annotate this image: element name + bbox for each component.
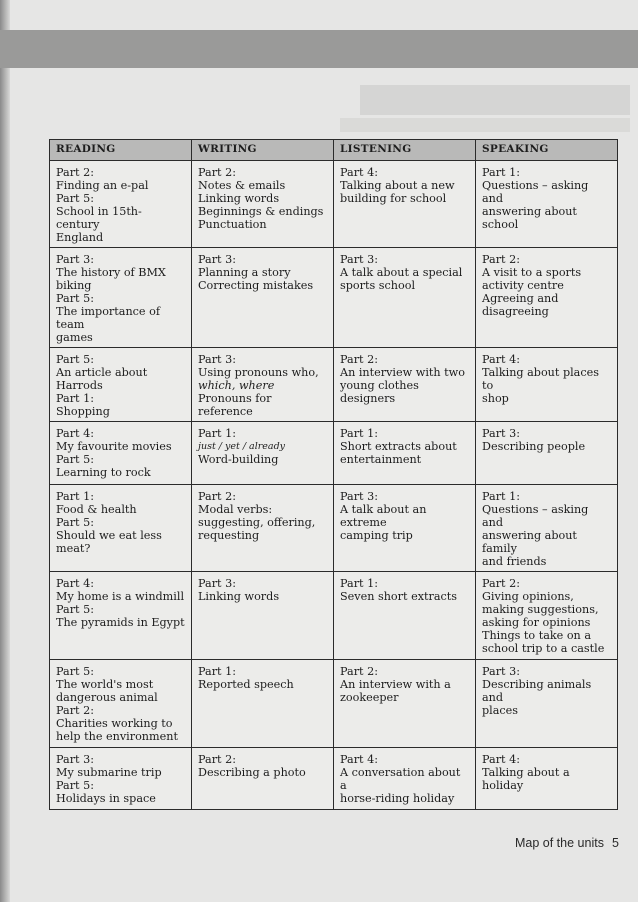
cell-line: England — [56, 231, 104, 244]
cell-line: Describing animals and — [482, 678, 592, 704]
cell-line: Charities working to — [56, 717, 173, 730]
cell-line: which, where — [198, 379, 275, 392]
cell-line: Part 1: — [340, 427, 378, 440]
table-row — [50, 748, 618, 810]
cell-line: My home is a windmill — [56, 590, 185, 603]
cell-line: games — [56, 331, 93, 344]
cell-line: Pronouns for reference — [198, 392, 272, 418]
speaking-cell — [476, 748, 618, 810]
listening-cell — [334, 748, 476, 810]
cell-line: sports school — [340, 279, 416, 292]
cell-line: Part 2: — [198, 753, 236, 766]
cell-line: Part 5: — [56, 603, 94, 616]
cell-line: entertainment — [340, 453, 422, 466]
cell-line: Giving opinions, — [482, 590, 574, 603]
cell-line: Part 2: — [482, 577, 520, 590]
writing-cell — [192, 348, 334, 422]
cell-line: Part 4: — [56, 427, 94, 440]
cell-line: disagreeing — [482, 305, 549, 318]
cell-line: Using pronouns who, — [198, 366, 319, 379]
cell-line: Part 3: — [198, 353, 236, 366]
cell-line: A talk about a special — [340, 266, 463, 279]
header-writing: WRITING — [192, 140, 334, 161]
cell-line: Shopping — [56, 405, 110, 418]
cell-line: Part 3: — [56, 253, 94, 266]
cell-line: Part 1: — [56, 392, 94, 405]
writing-cell — [192, 248, 334, 348]
cell-line: Part 3: — [198, 577, 236, 590]
cell-line: biking — [56, 279, 92, 292]
listening-cell — [334, 248, 476, 348]
speaking-cell — [476, 348, 618, 422]
listening-cell — [334, 161, 476, 248]
cell-line: meat? — [56, 542, 91, 555]
cell-line: help the environment — [56, 730, 178, 743]
cell-line: Talking about a holiday — [482, 766, 570, 792]
reading-cell — [50, 161, 192, 248]
cell-line: Seven short extracts — [340, 590, 458, 603]
cell-line: Talking about a new — [340, 179, 455, 192]
faint-show-through-line — [340, 118, 630, 132]
cell-line: shop — [482, 392, 509, 405]
cell-line: Part 4: — [56, 577, 94, 590]
cell-line: Part 3: — [482, 665, 520, 678]
cell-line: Part 5: — [56, 453, 94, 466]
table-row — [50, 660, 618, 748]
listening-cell — [334, 422, 476, 485]
cell-line: Part 2: — [198, 166, 236, 179]
cell-line: The history of BMX — [56, 266, 166, 279]
cell-line: young clothes designers — [340, 379, 419, 405]
cell-line: Part 1: — [482, 166, 520, 179]
cell-line: Part 5: — [56, 192, 94, 205]
top-band — [0, 30, 638, 68]
cell-line: horse-riding holiday — [340, 792, 455, 805]
cell-line: suggesting, offering, — [198, 516, 316, 529]
cell-line: Part 2: — [56, 704, 94, 717]
cell-line: Part 5: — [56, 779, 94, 792]
speaking-cell — [476, 248, 618, 348]
cell-line: Part 3: — [340, 490, 378, 503]
cell-line: School in 15th-century — [56, 205, 142, 231]
cell-line: Modal verbs: — [198, 503, 273, 516]
cell-line: Part 3: — [198, 253, 236, 266]
cell-line: Part 5: — [56, 292, 94, 305]
cell-line: Part 1: — [482, 490, 520, 503]
cell-line: places — [482, 704, 519, 717]
cell-line: The importance of team — [56, 305, 160, 331]
cell-line: An article about — [56, 366, 148, 379]
cell-line: The pyramids in Egypt — [56, 616, 185, 629]
writing-cell — [192, 748, 334, 810]
cell-line: Finding an e-pal — [56, 179, 149, 192]
cell-line: Food & health — [56, 503, 137, 516]
cell-line: A talk about an extreme — [340, 503, 427, 529]
header-listening: LISTENING — [334, 140, 476, 161]
cell-line: The world's most — [56, 678, 154, 691]
writing-cell — [192, 660, 334, 748]
cell-line: Punctuation — [198, 218, 267, 231]
cell-line: requesting — [198, 529, 260, 542]
cell-line: Part 2: — [56, 166, 94, 179]
footer-title: Map of the units — [515, 836, 604, 850]
faint-show-through-header — [360, 85, 630, 115]
reading-cell — [50, 748, 192, 810]
cell-line: zookeeper — [340, 691, 399, 704]
cell-line: Reported speech — [198, 678, 294, 691]
speaking-cell — [476, 161, 618, 248]
cell-line: Part 3: — [56, 753, 94, 766]
table-row — [50, 422, 618, 485]
cell-line: Part 5: — [56, 665, 94, 678]
cell-line: Questions – asking and — [482, 179, 589, 205]
header-speaking: SPEAKING — [476, 140, 618, 161]
cell-line: Part 1: — [56, 490, 94, 503]
cell-line: Part 2: — [340, 353, 378, 366]
reading-cell — [50, 660, 192, 748]
cell-line: activity centre — [482, 279, 564, 292]
page-binding-shadow — [0, 0, 10, 902]
table-row — [50, 348, 618, 422]
cell-line: Short extracts about — [340, 440, 457, 453]
listening-cell — [334, 485, 476, 572]
table-row — [50, 572, 618, 660]
cell-line: Part 1: — [198, 427, 236, 440]
cell-line: Linking words — [198, 590, 280, 603]
writing-cell — [192, 485, 334, 572]
cell-line: school trip to a castle — [482, 642, 605, 655]
listening-cell — [334, 348, 476, 422]
cell-line: asking for opinions — [482, 616, 591, 629]
cell-line: An interview with two — [340, 366, 465, 379]
cell-line: Talking about places to — [482, 366, 599, 392]
reading-cell — [50, 485, 192, 572]
table-row — [50, 248, 618, 348]
cell-line: Correcting mistakes — [198, 279, 314, 292]
cell-line: and friends — [482, 555, 547, 568]
cell-line: building for school — [340, 192, 447, 205]
writing-cell — [192, 161, 334, 248]
cell-line: Things to take on a — [482, 629, 591, 642]
cell-line: camping trip — [340, 529, 413, 542]
cell-line: Part 2: — [198, 490, 236, 503]
speaking-cell — [476, 485, 618, 572]
cell-line: My submarine trip — [56, 766, 162, 779]
cell-line: Part 1: — [340, 577, 378, 590]
speaking-cell — [476, 572, 618, 660]
writing-cell — [192, 572, 334, 660]
cell-line: Should we eat less — [56, 529, 162, 542]
cell-line: Part 4: — [340, 166, 378, 179]
cell-line: Holidays in space — [56, 792, 156, 805]
page-footer — [515, 836, 619, 850]
cell-line: Part 2: — [340, 665, 378, 678]
cell-line: Describing people — [482, 440, 586, 453]
cell-line: Part 5: — [56, 516, 94, 529]
reading-cell — [50, 348, 192, 422]
cell-line: Beginnings & endings — [198, 205, 324, 218]
cell-line: Notes & emails — [198, 179, 286, 192]
listening-cell — [334, 660, 476, 748]
cell-line: Part 3: — [482, 427, 520, 440]
cell-line: Questions – asking and — [482, 503, 589, 529]
writing-cell — [192, 422, 334, 485]
cell-line: Linking words — [198, 192, 280, 205]
cell-line: Part 5: — [56, 353, 94, 366]
cell-line: Agreeing and — [482, 292, 559, 305]
table-row — [50, 485, 618, 572]
reading-cell — [50, 248, 192, 348]
cell-line: dangerous animal — [56, 691, 158, 704]
cell-line: My favourite movies — [56, 440, 172, 453]
cell-line: Learning to rock — [56, 466, 151, 479]
reading-cell — [50, 422, 192, 485]
cell-line: Describing a photo — [198, 766, 306, 779]
units-map-table — [49, 139, 618, 810]
cell-line: Part 1: — [198, 665, 236, 678]
cell-line: Part 4: — [482, 753, 520, 766]
cell-line: just / yet / already — [198, 441, 286, 452]
speaking-cell — [476, 422, 618, 485]
cell-line: A conversation about a — [340, 766, 461, 792]
cell-line: Part 2: — [482, 253, 520, 266]
cell-line: Part 4: — [340, 753, 378, 766]
reading-cell — [50, 572, 192, 660]
cell-line: Harrods — [56, 379, 103, 392]
cell-line: answering about school — [482, 205, 577, 231]
table-row — [50, 161, 618, 248]
page-number: 5 — [611, 836, 619, 850]
cell-line: answering about family — [482, 529, 577, 555]
cell-line: A visit to a sports — [482, 266, 582, 279]
speaking-cell — [476, 660, 618, 748]
cell-line: Planning a story — [198, 266, 291, 279]
cell-line: Word-building — [198, 453, 279, 466]
listening-cell — [334, 572, 476, 660]
cell-line: Part 3: — [340, 253, 378, 266]
header-reading: READING — [50, 140, 192, 161]
cell-line: Part 4: — [482, 353, 520, 366]
table-header-row — [50, 140, 618, 161]
cell-line: making suggestions, — [482, 603, 599, 616]
cell-line: An interview with a — [340, 678, 451, 691]
